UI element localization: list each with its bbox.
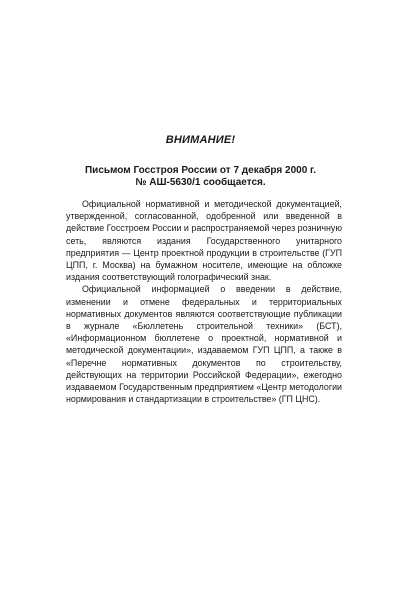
attention-heading: ВНИМАНИЕ!	[165, 134, 236, 146]
paragraph-official-information: Официальной информацией о введении в действие, изменении и отмене федеральных и территориальных нормативных документов являются соответствующие публикации в журнале «Бюллетень строительной техники» (БСТ), «Информационном бюллетене о проектной, нормативной и методической документации», издаваемом ГУП ЦПП, а также в «Перечне нормативных документов по строительству, действующих на территории Российской Федерации», ежегодно издаваемом Государственным предприятием «Центр методологии нормирования и стандартизации в строительстве» (ГП ЦНС).	[66, 284, 342, 405]
letter-reference	[0, 165, 401, 189]
notice-body	[66, 198, 342, 405]
paragraph-official-documentation: Официальной нормативной и методической документацией, утвержденной, согласованной, одобренной или введенной в действие Госстроем России и распространяемой через розничную сеть, являются издания Государственного унитарного предприятия — Центр проектной продукции в строительстве (ГУП ЦПП, г. Москва) на бумажном носителе, имеющие на обложке издания соответствующий голографический знак.	[66, 199, 342, 283]
letter-reference-line-2: № АШ-5630/1 сообщается.	[135, 177, 266, 188]
letter-reference-line-1: Письмом Госстроя России от 7 декабря 2000 г.	[84, 165, 316, 176]
